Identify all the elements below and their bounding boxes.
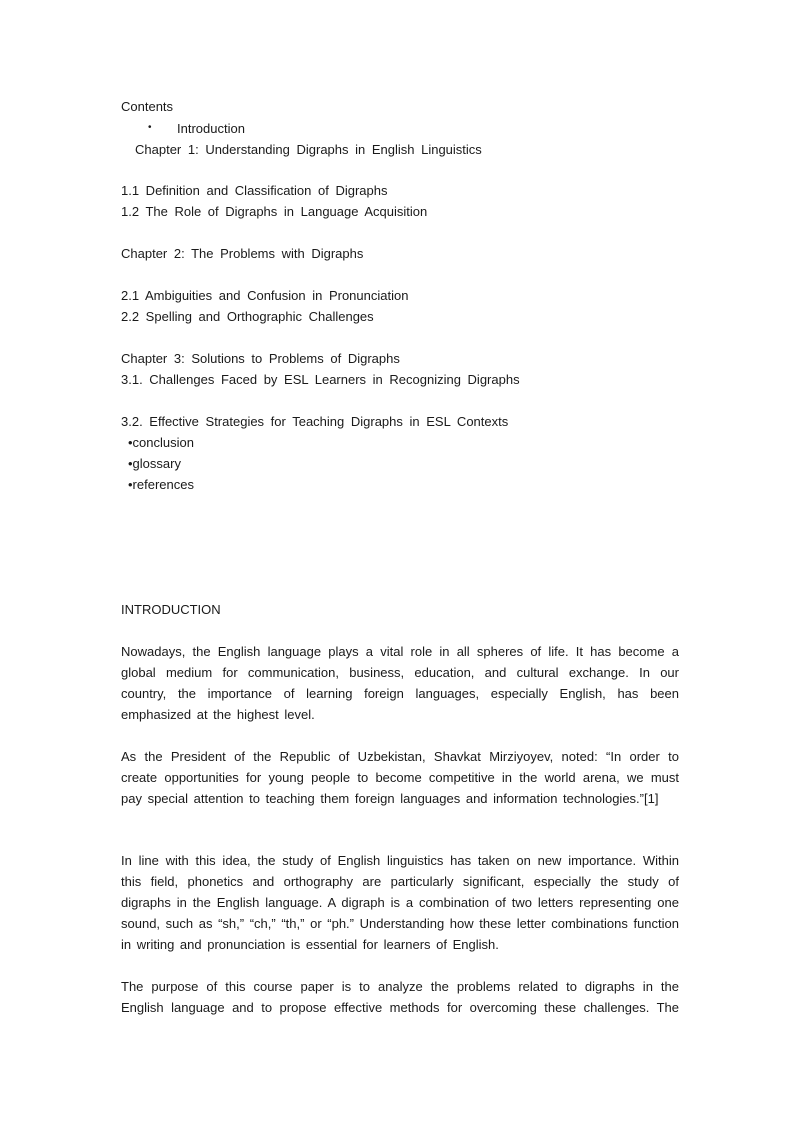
toc-item-chapter-1[interactable]: Chapter 1: Understanding Digraphs in English Linguistics bbox=[135, 142, 482, 157]
section-heading-introduction: INTRODUCTION bbox=[121, 602, 221, 617]
toc-item-chapter-2[interactable]: Chapter 2: The Problems with Digraphs bbox=[121, 246, 364, 261]
toc-item-conclusion[interactable]: •conclusion bbox=[128, 435, 194, 450]
toc-bullet: • bbox=[148, 122, 152, 133]
toc-item-1-2[interactable]: 1.2 The Role of Digraphs in Language Acquisition bbox=[121, 204, 428, 219]
toc-item-3-1[interactable]: 3.1. Challenges Faced by ESL Learners in Recognizing Digraphs bbox=[121, 372, 520, 387]
toc-item-references[interactable]: •references bbox=[128, 477, 194, 492]
intro-paragraph-4: The purpose of this course paper is to analyze the problems related to digraphs in the English language and to propose effective methods for overcoming these challenges. The bbox=[121, 979, 679, 1015]
toc-item-3-2[interactable]: 3.2. Effective Strategies for Teaching Digraphs in ESL Contexts bbox=[121, 414, 509, 429]
intro-paragraph-1: Nowadays, the English language plays a vital role in all spheres of life. It has become a global medium for communication, business, education, and cultural exchange. In our country, the importance of learning foreign languages, especially English, has been emphasized at the highest level. bbox=[121, 644, 679, 722]
toc-item-1-1[interactable]: 1.1 Definition and Classification of Digraphs bbox=[121, 183, 388, 198]
toc-item-glossary[interactable]: •glossary bbox=[128, 456, 181, 471]
intro-paragraph-2: As the President of the Republic of Uzbekistan, Shavkat Mirziyoyev, noted: “In order to create opportunities for young people to become competitive in the world arena, we must pay special attention to teaching them foreign languages and information technologies.”[1] bbox=[121, 749, 679, 806]
toc-heading: Contents bbox=[121, 99, 174, 114]
toc-item-chapter-3[interactable]: Chapter 3: Solutions to Problems of Digraphs bbox=[121, 351, 400, 366]
toc-item-introduction[interactable]: Introduction bbox=[177, 121, 245, 136]
toc-item-2-2[interactable]: 2.2 Spelling and Orthographic Challenges bbox=[121, 309, 374, 324]
intro-paragraph-3: In line with this idea, the study of English linguistics has taken on new importance. Within this field, phonetics and orthography are particularly significant, especially the study of digraphs in the English language. A digraph is a combination of two letters representing one sound, such as “sh,” “ch,” “th,” or “ph.” Understanding how these letter combinations function in writing and pronunciation is essential for learners of English. bbox=[121, 853, 679, 952]
toc-item-2-1[interactable]: 2.1 Ambiguities and Confusion in Pronunciation bbox=[121, 288, 409, 303]
